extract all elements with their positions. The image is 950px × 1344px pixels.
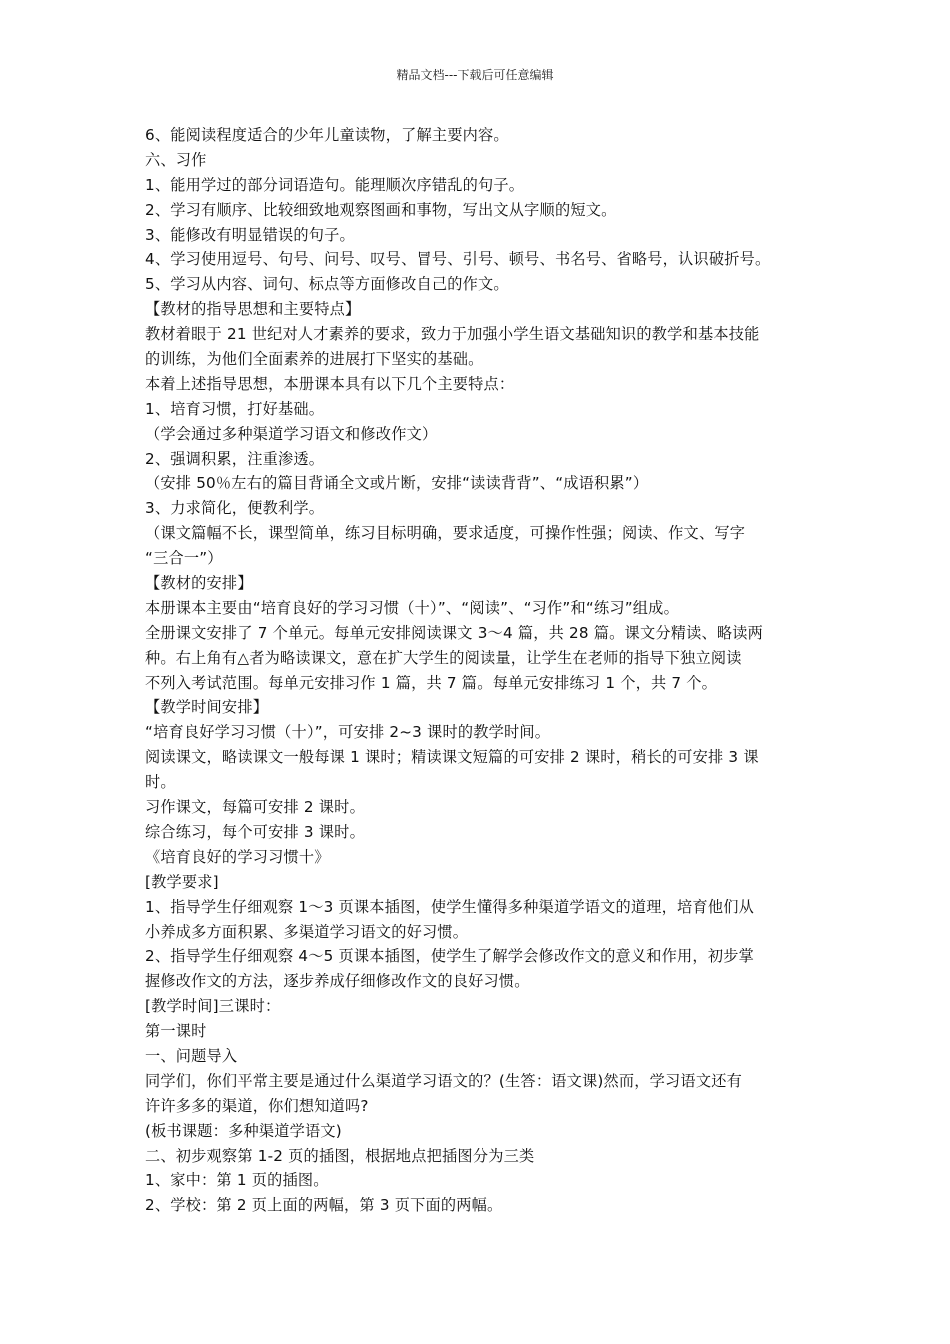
text-line: 阅读课文，略读课文一般每课 1 课时；精读课文短篇的可安排 2 课时，稍长的可安排 3 课 (145, 748, 759, 767)
text-line: 【教材的安排】 (145, 574, 253, 593)
document-body (145, 123, 825, 1218)
text-line: 综合练习，每个可安排 3 课时。 (145, 822, 365, 841)
text-line: 1、指导学生仔细观察 1～3 页课本插图，使学生懂得多种渠道学语文的道理，培育他们从 (145, 897, 754, 916)
text-line: 1、能用学过的部分词语造句。能理顺次序错乱的句子。 (145, 175, 525, 194)
text-line: “三合一”） (145, 549, 223, 568)
text-line: 许许多多的渠道，你们想知道吗? (145, 1096, 369, 1115)
text-line: 【教学时间安排】 (145, 698, 269, 717)
text-line: 3、能修改有明显错误的句子。 (145, 225, 355, 244)
text-line: 3、力求简化，便教利学。 (145, 499, 325, 518)
text-line: “培育良好学习习惯（十）”，可安排 2~3 课时的教学时间。 (145, 723, 551, 742)
text-line: 2、学校：第 2 页上面的两幅，第 3 页下面的两幅。 (145, 1196, 503, 1215)
text-line: 习作课文，每篇可安排 2 课时。 (145, 798, 365, 817)
text-line: 本册课本主要由“培育良好的学习习惯（十）”、“阅读”、“习作”和“练习”组成。 (145, 598, 679, 617)
page-header: 精品文档---下载后可任意编辑 (396, 68, 554, 82)
text-line: 第一课时 (145, 1022, 207, 1041)
text-line: 2、指导学生仔细观察 4～5 页课本插图，使学生了解学会修改作文的意义和作用，初步掌 (145, 947, 754, 966)
text-line: 本着上述指导思想，本册课本具有以下几个主要特点： (145, 374, 515, 393)
text-line: 全册课文安排了 7 个单元。每单元安排阅读课文 3～4 篇，共 28 篇。课文分精读、略读两 (145, 623, 764, 642)
text-line: 同学们，你们平常主要是通过什么渠道学习语文的？(生答：语文课)然而，学习语文还有 (145, 1071, 742, 1090)
text-line: (板书课题：多种渠道学语文) (145, 1121, 342, 1140)
text-line: 握修改作文的方法，逐步养成仔细修改作文的良好习惯。 (145, 972, 530, 991)
text-line: 1、家中：第 1 页的插图。 (145, 1171, 329, 1190)
text-line: （安排 50％左右的篇目背诵全文或片断，安排“读读背背”、“成语积累”） (145, 474, 649, 493)
text-line: 六、习作 (145, 150, 207, 169)
text-line: 《培育良好的学习习惯十》 (145, 847, 330, 866)
text-line: 种。右上角有△者为略读课文，意在扩大学生的阅读量，让学生在老师的指导下独立阅读 (145, 648, 742, 667)
text-line: 2、强调积累，注重渗透。 (145, 449, 325, 468)
text-line: [教学要求] (145, 872, 219, 891)
text-line: （课文篇幅不长，课型简单，练习目标明确，要求适度，可操作性强；阅读、作文、写字 (145, 524, 746, 543)
text-line: 2、学习有顺序、比较细致地观察图画和事物，写出文从字顺的短文。 (145, 200, 617, 219)
text-line: 的训练，为他们全面素养的进展打下坚实的基础。 (145, 350, 484, 369)
text-line: 一、问题导入 (145, 1046, 238, 1065)
text-line: 6、能阅读程度适合的少年儿童读物，了解主要内容。 (145, 126, 509, 144)
text-line: 二、初步观察第 1-2 页的插图，根据地点把插图分为三类 (145, 1146, 535, 1165)
text-line: 时。 (145, 773, 176, 792)
text-line: 【教材的指导思想和主要特点】 (145, 300, 361, 319)
text-line: 4、学习使用逗号、句号、问号、叹号、冒号、引号、顿号、书名号、省略号，认识破折号。 (145, 250, 771, 269)
text-line: 教材着眼于 21 世纪对人才素养的要求，致力于加强小学生语文基础知识的教学和基本技能 (145, 325, 760, 344)
text-line: 1、培育习惯，打好基础。 (145, 399, 325, 418)
text-line: 5、学习从内容、词句、标点等方面修改自己的作文。 (145, 275, 509, 294)
text-line: （学会通过多种渠道学习语文和修改作文） (145, 424, 438, 443)
text-line: 小养成多方面积累、多渠道学习语文的好习惯。 (145, 922, 469, 941)
text-line: [教学时间]三课时： (145, 997, 281, 1016)
text-line: 不列入考试范围。每单元安排习作 1 篇，共 7 篇。每单元安排练习 1 个，共 7 个。 (145, 673, 718, 692)
